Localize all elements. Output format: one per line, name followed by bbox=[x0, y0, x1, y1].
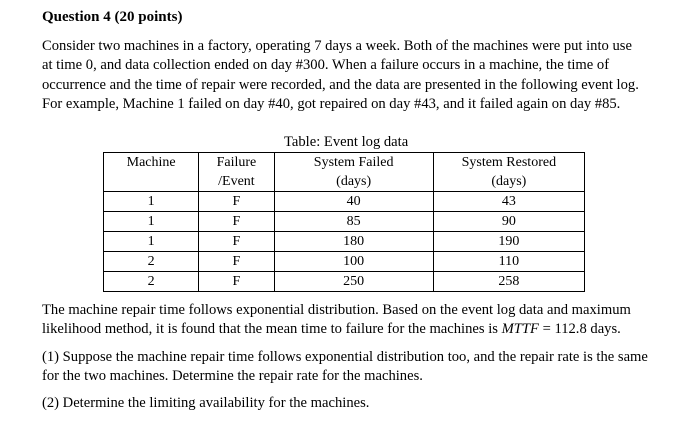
cell-machine: 2 bbox=[104, 272, 199, 292]
intro-line: occurrence and the time of repair were recorded, and the data are presented in the following event log. bbox=[42, 76, 639, 93]
header-failure-event bbox=[199, 153, 274, 192]
cell-restored: 110 bbox=[433, 252, 584, 272]
header-text: Machine bbox=[126, 155, 176, 170]
table-row bbox=[104, 192, 585, 212]
cell-restored: 190 bbox=[433, 232, 584, 252]
cell-failed: 40 bbox=[274, 192, 433, 212]
table-row bbox=[104, 232, 585, 252]
cell-failed: 250 bbox=[274, 272, 433, 292]
mttf-paragraph bbox=[42, 301, 658, 340]
cell-restored: 43 bbox=[433, 192, 584, 212]
mttf-symbol: MTTF bbox=[501, 321, 539, 338]
mttf-text: likelihood method, it is found that the mean time to failure for the machines is bbox=[42, 321, 502, 338]
header-system-restored bbox=[433, 153, 584, 192]
cell-machine: 1 bbox=[104, 192, 199, 212]
mttf-line: The machine repair time follows exponential distribution. Based on the event log data and maximum bbox=[42, 302, 631, 318]
intro-line: at time 0, and data collection ended on day #300. When a failure occurs in a machine, the time of bbox=[42, 57, 610, 74]
event-log-table bbox=[103, 152, 585, 292]
cell-event: F bbox=[199, 192, 274, 212]
mttf-line bbox=[42, 320, 658, 339]
cell-event: F bbox=[199, 252, 274, 272]
header-text: (days) bbox=[491, 174, 527, 189]
header-text: (days) bbox=[336, 174, 372, 189]
cell-machine: 1 bbox=[104, 212, 199, 232]
cell-failed: 100 bbox=[274, 252, 433, 272]
intro-paragraph bbox=[42, 37, 658, 114]
header-machine bbox=[104, 153, 199, 192]
part1-paragraph bbox=[42, 348, 658, 387]
header-text: System Failed bbox=[313, 155, 394, 170]
table-row bbox=[104, 252, 585, 272]
header-text: Failure bbox=[216, 155, 257, 170]
question-title: Question 4 (20 points) bbox=[42, 9, 183, 25]
table-row bbox=[104, 272, 585, 292]
cell-event: F bbox=[199, 212, 274, 232]
cell-restored: 258 bbox=[433, 272, 584, 292]
cell-machine: 1 bbox=[104, 232, 199, 252]
intro-line: For example, Machine 1 failed on day #40, got repaired on day #43, and it failed again on day #85. bbox=[42, 95, 621, 112]
header-text: System Restored bbox=[461, 155, 557, 170]
intro-line: Consider two machines in a factory, operating 7 days a week. Both of the machines were put into use bbox=[42, 38, 632, 54]
header-system-failed bbox=[274, 153, 433, 192]
table-row bbox=[104, 212, 585, 232]
cell-event: F bbox=[199, 272, 274, 292]
part2-paragraph bbox=[42, 394, 658, 413]
table-header-row bbox=[104, 153, 585, 192]
cell-failed: 180 bbox=[274, 232, 433, 252]
cell-restored: 90 bbox=[433, 212, 584, 232]
part1-line: (1) Suppose the machine repair time follows exponential distribution too, and the repair rate is the same bbox=[42, 349, 648, 365]
part2-line: (2) Determine the limiting availability for the machines. bbox=[42, 395, 370, 411]
cell-machine: 2 bbox=[104, 252, 199, 272]
header-text: /Event bbox=[218, 174, 255, 189]
cell-event: F bbox=[199, 232, 274, 252]
cell-failed: 85 bbox=[274, 212, 433, 232]
table-caption: Table: Event log data bbox=[284, 134, 409, 150]
part1-line: for the two machines. Determine the repair rate for the machines. bbox=[42, 368, 423, 385]
mttf-value: = 112.8 days. bbox=[538, 321, 621, 338]
